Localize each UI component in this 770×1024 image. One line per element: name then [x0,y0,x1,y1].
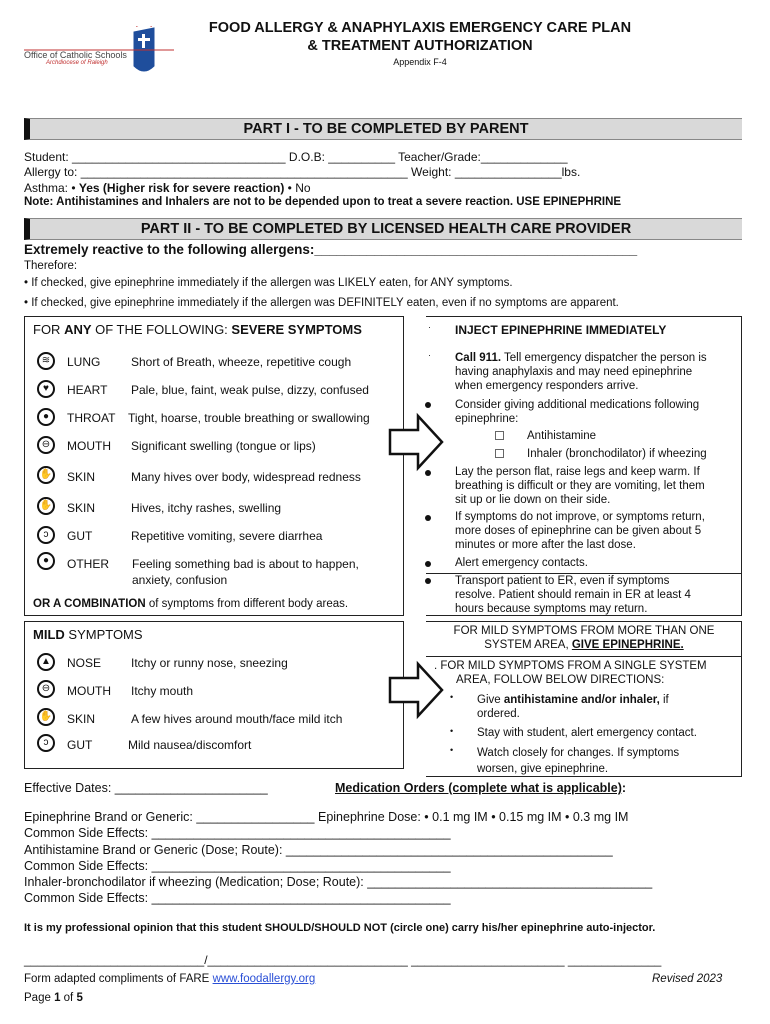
severe-organ: SKIN [67,501,96,515]
severe-organ: SKIN [67,470,96,484]
side-effects-field[interactable]: Common Side Effects: ___________________________________________ [24,826,451,840]
lungs-icon: ≋ [37,352,55,370]
antihistamine-checkbox[interactable] [495,431,504,440]
severe-desc-cont: anxiety, confusion [132,573,228,587]
call-911-line3: when emergency responders arrive. [455,380,639,392]
mild-desc: Itchy mouth [131,684,194,698]
severe-desc: Significant swelling (tongue or lips) [131,439,316,453]
combination-note: OR A COMBINATION of symptoms from different body areas. [33,598,349,610]
mild-single-line1: . FOR MILD SYMPTOMS FROM A SINGLE SYSTEM [434,660,707,672]
bullet-dot [425,578,431,584]
bullet-dot [425,470,431,476]
asthma-label: Asthma: • [24,181,79,195]
bullet-dot [425,402,431,408]
severe-organ: THROAT [67,411,116,425]
professional-opinion[interactable]: It is my professional opinion that this student SHOULD/SHOULD NOT (circle one) carry his/her epinephrine auto-injector. [24,922,656,934]
severe-desc: Feeling something bad is about to happen, [132,557,359,571]
inhaler-field[interactable]: Inhaler-bronchodilator if wheezing (Medication; Dose; Route): _________________________________________ [24,875,653,889]
mild-heading: MILD SYMPTOMS [33,627,143,642]
consider-line2: epinephrine: [455,413,519,425]
mild-organ: SKIN [67,712,96,726]
skin-icon: ✋ [37,466,55,484]
mild-desc: Itchy or runny nose, sneezing [131,656,288,670]
bullet-mark: • [450,726,454,736]
nose-icon: ▲ [37,653,55,671]
side-effects-field[interactable]: Common Side Effects: ___________________________________________ [24,891,451,905]
gut-icon: ↄ [37,526,55,544]
mild-desc: Mild nausea/discomfort [128,738,252,752]
mild-organ: GUT [67,738,93,752]
severe-desc: Repetitive vomiting, severe diarrhea [131,529,323,543]
foodallergy-link[interactable]: www.foodallergy.org [212,973,316,985]
logo-subtext: Archdiocese of Raleigh [46,60,108,66]
asthma-line[interactable] [24,181,311,195]
watch-closely-line2: worsen, give epinephrine. [477,763,609,775]
student-info-line[interactable]: Student: ________________________________ D.O.B: __________ Teacher/Grade:_____________ [24,150,568,164]
lay-flat-line1: Lay the person flat, raise legs and keep warm. If [455,466,700,478]
allergens-line[interactable]: Extremely reactive to the following allergens:___________________________________________ [24,242,638,257]
repeat-dose-line3: minutes or more after the last dose. [455,539,636,551]
bullet-dot [425,561,431,567]
transport-line2: resolve. Patient should remain in ER at least 4 [455,589,691,601]
fare-credit: Form adapted compliments of FARE www.foodallergy.org [24,973,316,985]
mild-multi-line1: FOR MILD SYMPTOMS FROM MORE THAN ONE [453,625,715,637]
effective-dates-field[interactable]: Effective Dates: ______________________ [24,781,268,795]
stay-with-student: Stay with student, alert emergency contact. [477,727,697,739]
watch-closely-line1: Watch closely for changes. If symptoms [477,747,680,759]
give-antihistamine-line1: Give antihistamine and/or inhaler, if [477,694,669,706]
allergy-weight-line[interactable]: Allergy to: _________________________________________________ Weight: ________________lbs. [24,165,581,179]
gut-icon: ↄ [37,734,55,752]
mild-organ: NOSE [67,656,102,670]
severe-organ: GUT [67,529,93,543]
bullet-mark: · [428,322,431,332]
epinephrine-brand-dose-field[interactable]: Epinephrine Brand or Generic: _________________ Epinephrine Dose: • 0.1 mg IM • 0.15 mg IM • 0.3 mg IM [24,810,629,824]
transport-line1: Transport patient to ER, even if symptoms [455,575,670,587]
inhaler-checkbox[interactable] [495,449,504,458]
form-title: FOOD ALLERGY & ANAPHYLAXIS EMERGENCY CARE PLAN [208,20,632,36]
repeat-dose-line1: If symptoms do not improve, or symptoms return, [455,511,705,523]
asthma-no-option[interactable]: • No [284,181,311,195]
severe-organ: OTHER [67,557,109,571]
bullet-dot [425,515,431,521]
throat-icon: ● [37,408,55,426]
antihistamine-label: Antihistamine [527,430,597,442]
bullet-mark: • [450,745,454,755]
likely-eaten-checkbox[interactable]: • If checked, give epinephrine immediately if the allergen was LIKELY eaten, for ANY symptoms. [24,277,513,289]
revised-date: Revised 2023 [652,973,723,985]
asthma-yes-option[interactable]: Yes (Higher risk for severe reaction) [78,181,285,195]
part2-heading: PART II - TO BE COMPLETED BY LICENSED HEALTH CARE PROVIDER [24,218,742,240]
mild-multi-line2: SYSTEM AREA, GIVE EPINEPHRINE. [484,639,684,651]
mouth-icon: ⊖ [37,436,55,454]
repeat-dose-line2: more doses of epinephrine can be given about 5 [455,525,702,537]
page-number: Page 1 of 5 [24,992,83,1004]
definitely-eaten-checkbox[interactable]: • If checked, give epinephrine immediately if the allergen was DEFINITELY eaten, even if no symptoms are apparent. [24,297,619,309]
medication-orders-heading: Medication Orders (complete what is applicable): [335,781,627,795]
appendix-label: Appendix F-4 [393,57,447,67]
severe-desc: Pale, blue, faint, weak pulse, dizzy, confused [131,383,369,397]
lay-flat-line3: sit up or lie down on their side. [455,494,611,506]
antihistamine-field[interactable]: Antihistamine Brand or Generic (Dose; Route): _______________________________________________ [24,843,613,857]
mild-desc: A few hives around mouth/face mild itch [131,712,343,726]
severe-heading: FOR ANY OF THE FOLLOWING: SEVERE SYMPTOMS [33,322,362,337]
transport-line3: hours because symptoms may return. [455,603,648,615]
part1-heading: PART I - TO BE COMPLETED BY PARENT [24,118,742,140]
other-icon: ● [37,552,55,570]
severe-desc: Short of Breath, wheeze, repetitive cough [131,355,352,369]
inhaler-label: Inhaler (bronchodilator) if wheezing [527,448,707,460]
severe-organ: HEART [67,383,108,397]
severe-organ: LUNG [67,355,101,369]
severe-desc: Many hives over body, widespread redness [131,470,361,484]
lay-flat-line2: breathing is difficult or they are vomiting, let them [455,480,705,492]
side-effects-field[interactable]: Common Side Effects: ___________________________________________ [24,859,451,873]
heart-icon: ♥ [37,380,55,398]
note-text: Note: Antihistamines and Inhalers are not to be depended upon to treat a severe reaction. USE EPINEPHRINE [24,196,622,208]
call-911-line1: Call 911. Tell emergency dispatcher the person is [455,352,707,364]
severe-desc: Tight, hoarse, trouble breathing or swallowing [128,411,370,425]
mouth-icon: ⊖ [37,680,55,698]
skin-icon: ✋ [37,708,55,726]
signature-line[interactable]: ___________________________/______________________________ _______________________ ______________ [24,953,662,967]
give-antihistamine-line2: ordered. [477,708,520,720]
therefore-label: Therefore: [24,260,78,272]
call-911-line2: having anaphylaxis and may need epinephrine [455,366,693,378]
mild-single-line2: AREA, FOLLOW BELOW DIRECTIONS: [456,674,665,686]
form-subtitle: & TREATMENT AUTHORIZATION [307,38,533,54]
severe-organ: MOUTH [67,439,111,453]
consider-line1: Consider giving additional medications following [455,399,700,411]
severe-desc: Hives, itchy rashes, swelling [131,501,282,515]
alert-contacts: Alert emergency contacts. [455,557,588,569]
mild-organ: MOUTH [67,684,111,698]
divider [426,573,742,574]
logo-text: Office of Catholic Schools [24,50,127,60]
skin-icon: ✋ [37,497,55,515]
bullet-mark: • [450,692,454,702]
inject-heading: INJECT EPINEPHRINE IMMEDIATELY [455,323,667,337]
bullet-mark: · [428,350,431,360]
